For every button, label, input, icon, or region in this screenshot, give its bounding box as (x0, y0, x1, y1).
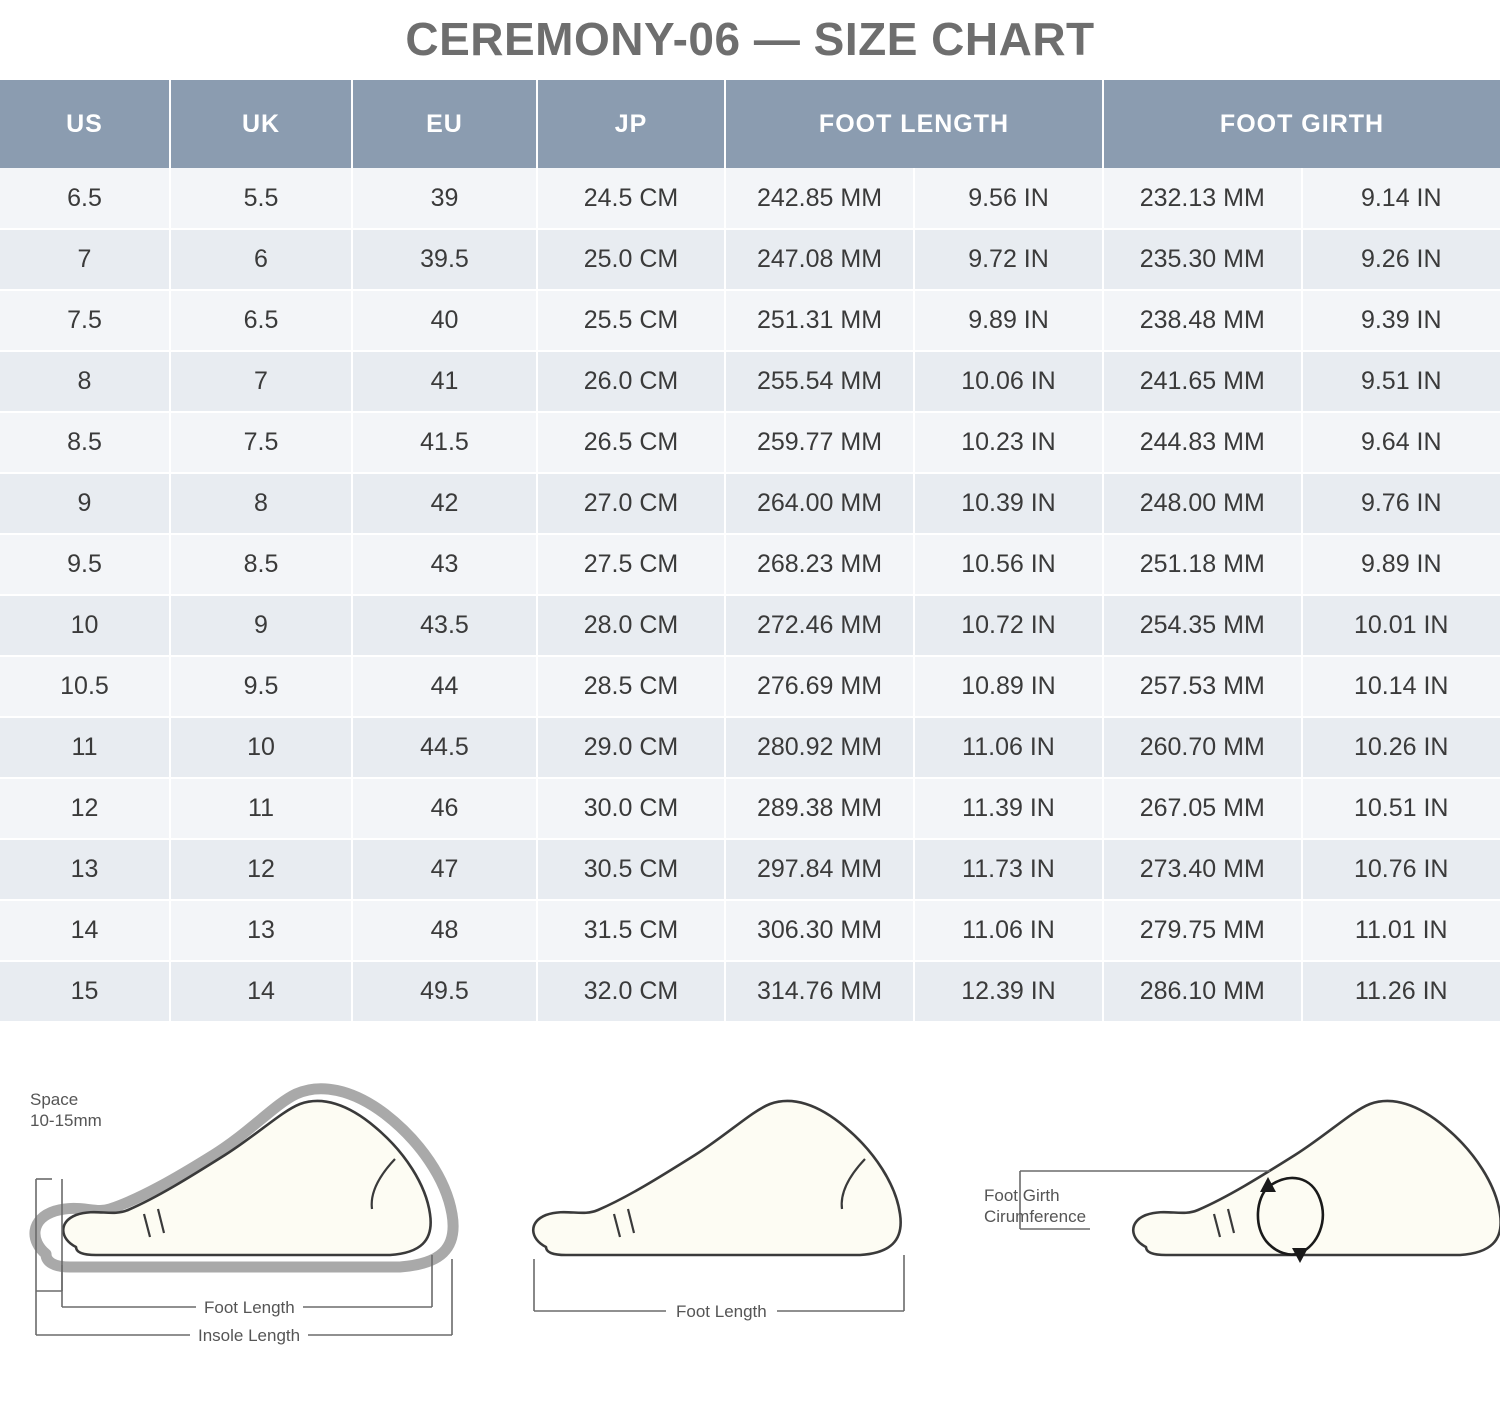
table-row (0, 595, 1500, 656)
table-cell: 9.64 IN (1302, 412, 1500, 473)
column-header-us: US (0, 80, 170, 168)
table-cell: 43.5 (352, 595, 537, 656)
table-row (0, 534, 1500, 595)
table-cell: 5.5 (170, 168, 352, 229)
table-cell: 7.5 (0, 290, 170, 351)
table-cell: 251.31 MM (725, 290, 914, 351)
table-cell: 29.0 CM (537, 717, 725, 778)
table-cell: 8 (0, 351, 170, 412)
table-cell: 39 (352, 168, 537, 229)
column-header-eu: EU (352, 80, 537, 168)
table-cell: 268.23 MM (725, 534, 914, 595)
table-cell: 41 (352, 351, 537, 412)
table-cell: 9.51 IN (1302, 351, 1500, 412)
table-cell: 241.65 MM (1103, 351, 1302, 412)
table-cell: 10.06 IN (914, 351, 1103, 412)
table-cell: 6 (170, 229, 352, 290)
table-row (0, 656, 1500, 717)
table-cell: 9.56 IN (914, 168, 1103, 229)
table-cell: 251.18 MM (1103, 534, 1302, 595)
table-cell: 10 (170, 717, 352, 778)
label-foot-length-2: Foot Length (666, 1301, 777, 1322)
table-cell: 11.73 IN (914, 839, 1103, 900)
table-cell: 10.23 IN (914, 412, 1103, 473)
table-row (0, 961, 1500, 1022)
table-cell: 279.75 MM (1103, 900, 1302, 961)
table-cell: 254.35 MM (1103, 595, 1302, 656)
table-cell: 9.89 IN (914, 290, 1103, 351)
label-foot-girth-line2: Cirumference (984, 1207, 1087, 1227)
table-cell: 41.5 (352, 412, 537, 473)
table-cell: 24.5 CM (537, 168, 725, 229)
diagram-foot-girth (970, 1059, 1500, 1364)
table-cell: 40 (352, 290, 537, 351)
table-cell: 242.85 MM (725, 168, 914, 229)
table-cell: 9.26 IN (1302, 229, 1500, 290)
table-cell: 10.51 IN (1302, 778, 1500, 839)
table-row (0, 168, 1500, 229)
table-cell: 12.39 IN (914, 961, 1103, 1022)
table-cell: 306.30 MM (725, 900, 914, 961)
label-space-line2: 10-15mm (30, 1111, 102, 1131)
table-cell: 8.5 (0, 412, 170, 473)
table-cell: 42 (352, 473, 537, 534)
table-cell: 314.76 MM (725, 961, 914, 1022)
table-cell: 280.92 MM (725, 717, 914, 778)
label-foot-girth-line1: Foot Girth (984, 1186, 1060, 1205)
column-header-uk: UK (170, 80, 352, 168)
table-row (0, 839, 1500, 900)
table-cell: 25.0 CM (537, 229, 725, 290)
foot-measurement-diagrams (0, 1059, 1500, 1359)
table-header-row (0, 80, 1500, 168)
table-row (0, 778, 1500, 839)
table-cell: 10.89 IN (914, 656, 1103, 717)
label-insole-length: Insole Length (190, 1325, 308, 1346)
table-cell: 44.5 (352, 717, 537, 778)
table-cell: 6.5 (0, 168, 170, 229)
column-header-foot-length: FOOT LENGTH (725, 80, 1103, 168)
table-cell: 259.77 MM (725, 412, 914, 473)
table-cell: 11.01 IN (1302, 900, 1500, 961)
table-cell: 11.39 IN (914, 778, 1103, 839)
table-cell: 10.72 IN (914, 595, 1103, 656)
table-cell: 264.00 MM (725, 473, 914, 534)
table-cell: 30.0 CM (537, 778, 725, 839)
table-cell: 276.69 MM (725, 656, 914, 717)
table-cell: 235.30 MM (1103, 229, 1302, 290)
table-cell: 6.5 (170, 290, 352, 351)
table-cell: 28.0 CM (537, 595, 725, 656)
table-cell: 14 (170, 961, 352, 1022)
table-row (0, 412, 1500, 473)
table-cell: 44 (352, 656, 537, 717)
table-cell: 8.5 (170, 534, 352, 595)
diagram-foot-length (510, 1059, 960, 1364)
table-cell: 244.83 MM (1103, 412, 1302, 473)
table-body (0, 168, 1500, 1022)
table-header (0, 80, 1500, 168)
table-cell: 14 (0, 900, 170, 961)
table-cell: 11 (170, 778, 352, 839)
diagram-shoe-fit (0, 1059, 500, 1364)
table-cell: 13 (0, 839, 170, 900)
table-cell: 27.0 CM (537, 473, 725, 534)
table-cell: 25.5 CM (537, 290, 725, 351)
table-cell: 297.84 MM (725, 839, 914, 900)
table-cell: 8 (170, 473, 352, 534)
table-cell: 9.76 IN (1302, 473, 1500, 534)
table-cell: 10.01 IN (1302, 595, 1500, 656)
table-cell: 10.39 IN (914, 473, 1103, 534)
table-cell: 11.26 IN (1302, 961, 1500, 1022)
table-cell: 9.5 (0, 534, 170, 595)
table-cell: 7.5 (170, 412, 352, 473)
table-cell: 31.5 CM (537, 900, 725, 961)
table-cell: 27.5 CM (537, 534, 725, 595)
table-row (0, 473, 1500, 534)
column-header-jp: JP (537, 80, 725, 168)
table-cell: 248.00 MM (1103, 473, 1302, 534)
table-cell: 46 (352, 778, 537, 839)
table-cell: 10 (0, 595, 170, 656)
table-cell: 289.38 MM (725, 778, 914, 839)
table-cell: 255.54 MM (725, 351, 914, 412)
table-cell: 9.89 IN (1302, 534, 1500, 595)
table-cell: 10.56 IN (914, 534, 1103, 595)
table-cell: 48 (352, 900, 537, 961)
table-row (0, 290, 1500, 351)
table-row (0, 351, 1500, 412)
table-cell: 11 (0, 717, 170, 778)
table-cell: 10.26 IN (1302, 717, 1500, 778)
page-title: CEREMONY-06 — SIZE CHART (405, 13, 1095, 65)
table-cell: 286.10 MM (1103, 961, 1302, 1022)
label-space (30, 1089, 102, 1132)
table-row (0, 229, 1500, 290)
table-cell: 272.46 MM (725, 595, 914, 656)
table-cell: 32.0 CM (537, 961, 725, 1022)
table-cell: 9 (170, 595, 352, 656)
table-cell: 39.5 (352, 229, 537, 290)
table-cell: 232.13 MM (1103, 168, 1302, 229)
table-cell: 7 (170, 351, 352, 412)
table-cell: 30.5 CM (537, 839, 725, 900)
table-cell: 12 (170, 839, 352, 900)
table-cell: 49.5 (352, 961, 537, 1022)
table-cell: 247.08 MM (725, 229, 914, 290)
table-cell: 11.06 IN (914, 717, 1103, 778)
table-row (0, 717, 1500, 778)
table-cell: 260.70 MM (1103, 717, 1302, 778)
table-cell: 257.53 MM (1103, 656, 1302, 717)
table-cell: 9.39 IN (1302, 290, 1500, 351)
table-cell: 47 (352, 839, 537, 900)
table-cell: 238.48 MM (1103, 290, 1302, 351)
table-cell: 10.14 IN (1302, 656, 1500, 717)
label-space-line1: Space (30, 1090, 79, 1109)
column-header-foot-girth: FOOT GIRTH (1103, 80, 1500, 168)
table-cell: 43 (352, 534, 537, 595)
table-cell: 7 (0, 229, 170, 290)
table-cell: 28.5 CM (537, 656, 725, 717)
label-foot-length-1: Foot Length (196, 1297, 303, 1318)
table-cell: 12 (0, 778, 170, 839)
table-cell: 9.5 (170, 656, 352, 717)
table-cell: 26.5 CM (537, 412, 725, 473)
table-row (0, 900, 1500, 961)
table-cell: 11.06 IN (914, 900, 1103, 961)
table-cell: 10.76 IN (1302, 839, 1500, 900)
table-cell: 9.72 IN (914, 229, 1103, 290)
table-cell: 13 (170, 900, 352, 961)
label-foot-girth (984, 1185, 1086, 1228)
table-cell: 10.5 (0, 656, 170, 717)
table-cell: 9.14 IN (1302, 168, 1500, 229)
table-cell: 267.05 MM (1103, 778, 1302, 839)
table-cell: 273.40 MM (1103, 839, 1302, 900)
table-cell: 9 (0, 473, 170, 534)
table-cell: 15 (0, 961, 170, 1022)
table-cell: 26.0 CM (537, 351, 725, 412)
size-chart-table (0, 80, 1500, 1023)
